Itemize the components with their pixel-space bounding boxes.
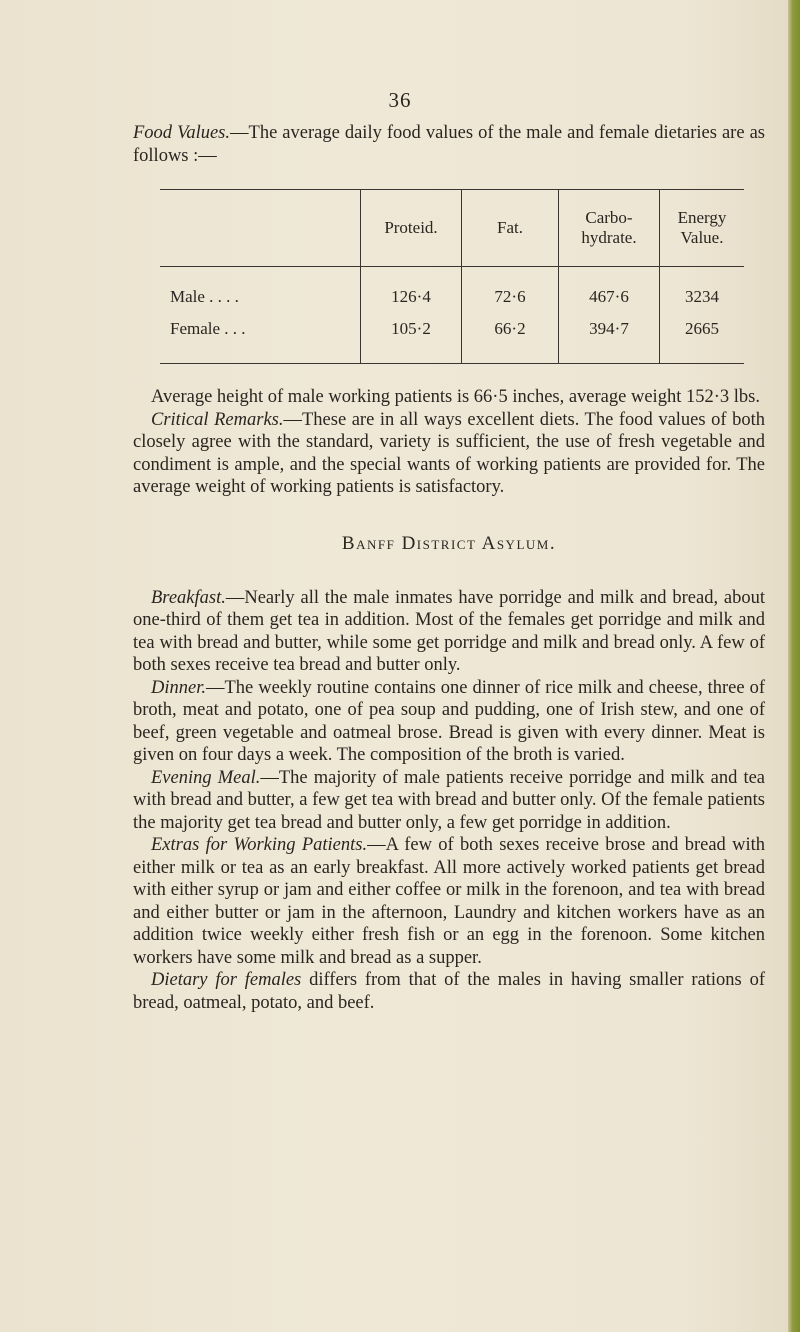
cell-energy: 3234	[660, 267, 745, 314]
evening-meal-lead: Evening Meal.	[151, 767, 261, 788]
dietary-females-lead: Dietary for females	[151, 970, 302, 990]
cell-carbohydrate: 394·7	[559, 313, 660, 364]
average-height-paragraph: Average height of male working patients is 66·5 inches, average weight 152·3 lbs.	[151, 387, 760, 407]
table-header-energy: Energy Value.	[660, 190, 745, 267]
table-header-row	[160, 190, 744, 267]
row-label: Male . . . .	[170, 287, 239, 306]
extras-lead: Extras for Working Patients.	[151, 835, 368, 855]
evening-meal-text: —The majority of male patients receive porridge and milk and tea with bread and butter, a few get tea with bread and butter only. Of the female patients the majority get tea bread and butter only, a few get porridge in addition.	[133, 767, 766, 833]
row-label: Female . . .	[170, 319, 246, 338]
food-values-paragraph	[133, 122, 765, 167]
cell-fat: 66·2	[462, 313, 559, 364]
dietary-females-paragraph	[133, 969, 765, 1014]
food-values-lead: Food Values.	[133, 123, 231, 143]
dinner-lead: Dinner.	[151, 677, 206, 698]
page-content	[133, 122, 765, 1014]
breakfast-lead: Breakfast.	[151, 587, 226, 608]
cell-carbohydrate: 467·6	[559, 267, 660, 314]
breakfast-text: —Nearly all the male inmates have porridge and milk and bread, about one-third of them get tea in addition. Most of the females get porridge and milk and tea with bread and butter, while some get porridge and milk and bread only. A few of both sexes receive tea bread and butter only.	[133, 587, 765, 675]
extras-paragraph	[133, 834, 765, 969]
table-row-female	[160, 313, 744, 364]
dinner-paragraph	[133, 677, 765, 767]
extras-text: —A few of both sexes receive brose and bread with either milk or tea as an early breakfast. All more actively worked patients get bread with either syrup or jam and either coffee or milk in the forenoon, and tea with bread and either butter or jam in the afternoon, Laundry and kitchen workers have as an addition twice weekly either fresh fish or an egg in the forenoon. Some kitchen workers have some milk and bread as a supper.	[133, 835, 765, 968]
table-header-fat: Fat.	[462, 190, 559, 267]
cell-proteid: 126·4	[361, 267, 462, 314]
food-values-table-wrap	[160, 189, 744, 364]
table-header-proteid: Proteid.	[361, 190, 462, 267]
food-values-table	[160, 189, 744, 364]
dinner-text: —The weekly routine contains one dinner of rice milk and cheese, three of broth, meat and potato, one of pea soup and pudding, one of Irish stew, and one of beef, green vegetable and oatmeal brose. Bread is given with every dinner. Meat is given on four days a week. The composition of the broth is varied.	[133, 677, 765, 765]
cell-energy: 2665	[660, 313, 745, 364]
section-heading: Banff District Asylum.	[341, 532, 557, 554]
cell-fat: 72·6	[462, 267, 559, 314]
table-header-carbohydrate: Carbo- hydrate.	[559, 190, 660, 267]
food-values-text: —The average daily food values of the male and female dietaries are as follows :—	[133, 123, 765, 166]
breakfast-paragraph	[133, 587, 765, 677]
table-header-blank	[160, 190, 361, 267]
evening-meal-paragraph	[133, 767, 765, 835]
dietary-females-text: differs from that of the males in having smaller rations of bread, oatmeal, potato, and beef.	[133, 970, 765, 1013]
cell-proteid: 105·2	[361, 313, 462, 364]
critical-remarks-lead: Critical Remarks.	[151, 409, 284, 430]
page-edge	[788, 0, 800, 1332]
critical-remarks-text: —These are in all ways excellent diets. The food values of both closely agree with the standard, variety is sufficient, the use of fresh vegetable and condiment is ample, and the special wants of working patients are provided for. The average weight of working patients is satisfactory.	[133, 409, 766, 497]
critical-remarks-paragraph	[133, 409, 765, 499]
table-row-male	[160, 267, 744, 314]
page-number: 36	[388, 88, 412, 112]
